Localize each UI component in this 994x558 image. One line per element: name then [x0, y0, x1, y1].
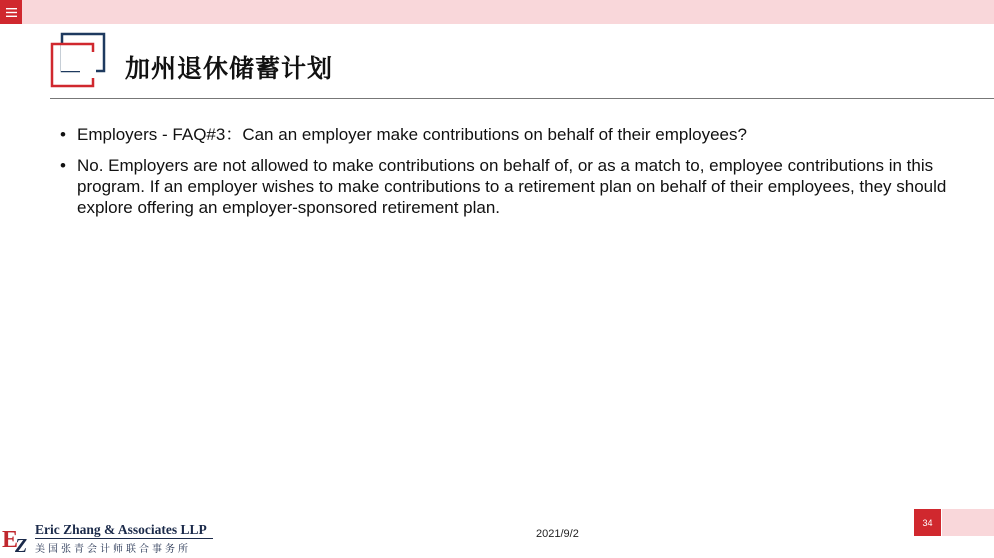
bullet-text: Employers - FAQ#3：Can an employer make contributions on behalf of their employees?: [77, 125, 747, 144]
ez-logo-icon: [2, 521, 34, 555]
page-number: 34: [914, 509, 941, 536]
page-tab: [942, 509, 994, 536]
bullet-dot: •: [60, 125, 66, 144]
bullet-item: [60, 124, 960, 145]
title-divider: [50, 98, 994, 99]
footer-date: 2021/9/2: [536, 528, 579, 540]
company-name: Eric Zhang & Associates LLP: [35, 522, 207, 537]
company-chinese-name: 美国张青会计师联合事务所: [35, 544, 191, 555]
slide-title: 加州退休储蓄计划: [125, 54, 334, 83]
bullet-text: No. Employers are not allowed to make contributions on behalf of, or as a match to, employee contributions in this program. If an employer wishes to make contributions to a retirement plan on behalf of their employees, they should explore offering an employer-sponsored retirement plan.: [77, 156, 947, 217]
top-bar: [0, 0, 994, 24]
menu-button[interactable]: [0, 0, 22, 24]
bullet-dot: •: [60, 156, 66, 175]
company-divider: [35, 538, 213, 539]
bracket-logo-icon: [50, 32, 106, 88]
svg-text:E: E: [2, 527, 19, 553]
bullet-list: [60, 124, 960, 228]
bullet-item: [60, 155, 960, 218]
company-logo: [2, 521, 217, 555]
menu-icon: [6, 8, 17, 17]
svg-text:Z: Z: [15, 535, 28, 555]
